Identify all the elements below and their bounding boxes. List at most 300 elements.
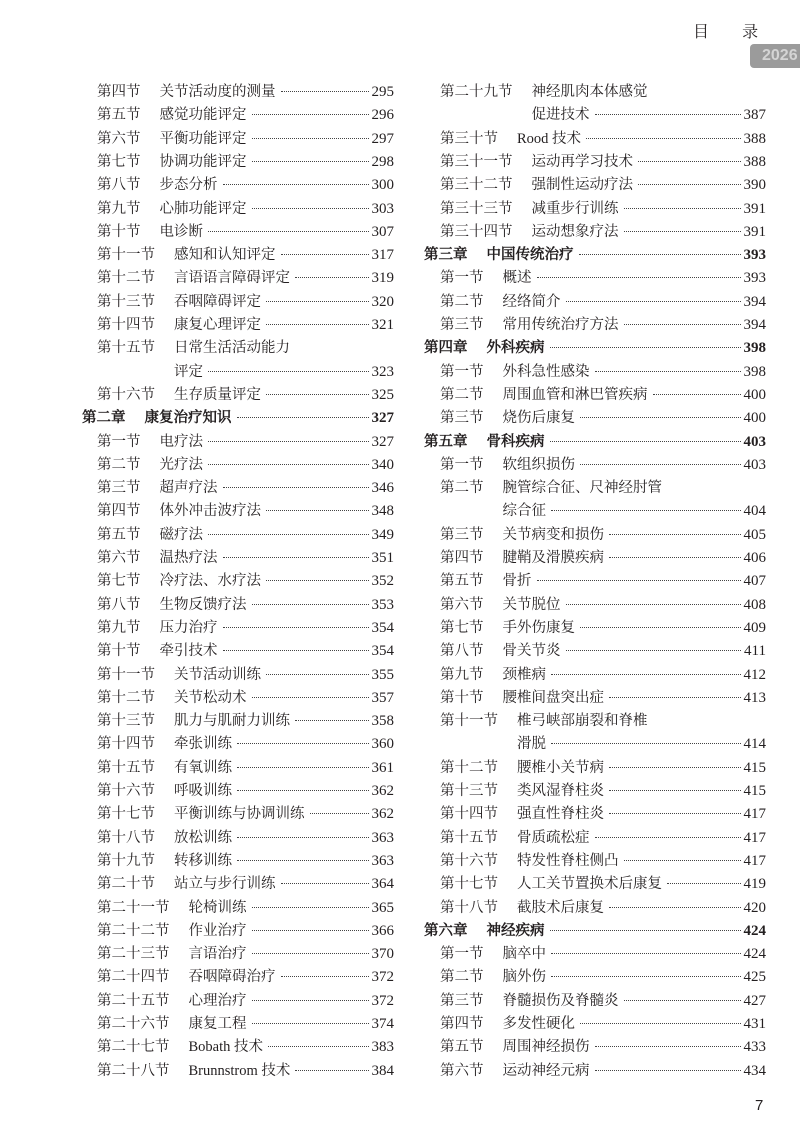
entry-label: 第三章 — [424, 247, 468, 264]
entry-page: 351 — [371, 550, 394, 566]
section-entry[interactable] — [97, 337, 394, 359]
entry-page: 425 — [743, 969, 766, 986]
section-entry[interactable] — [440, 267, 766, 289]
entry-label: 第六节 — [440, 1062, 484, 1079]
section-entry[interactable] — [97, 384, 394, 406]
entry-page: 348 — [371, 503, 394, 520]
entry-page: 405 — [743, 526, 766, 543]
dot-leader — [550, 441, 741, 442]
entry-label: 第四节 — [97, 503, 141, 520]
year-badge: 2026 — [750, 44, 800, 68]
dot-leader — [252, 930, 369, 931]
entry-label: 第五节 — [440, 1039, 484, 1056]
entry-label: 第二十七节 — [97, 1039, 170, 1056]
section-entry[interactable] — [97, 780, 394, 802]
dot-leader — [580, 627, 741, 628]
section-entry[interactable] — [97, 198, 394, 220]
entry-page: 353 — [371, 596, 394, 613]
section-entry[interactable] — [97, 897, 394, 919]
section-entry[interactable] — [97, 431, 394, 453]
dot-leader — [537, 277, 741, 278]
chapter-entry[interactable] — [424, 431, 766, 453]
section-entry[interactable] — [440, 174, 766, 196]
dot-leader — [580, 1023, 741, 1024]
entry-label: 第二节 — [440, 969, 484, 986]
entry-page: 383 — [371, 1039, 394, 1056]
entry-title: 腱鞘及滑膜疾病 — [502, 550, 604, 566]
entry-page: 320 — [371, 293, 394, 310]
entry-page: 407 — [743, 573, 766, 590]
dot-leader — [252, 953, 369, 954]
entry-label: 第十五节 — [97, 759, 155, 776]
section-entry[interactable] — [97, 594, 394, 616]
entry-page: 388 — [743, 130, 766, 147]
entry-label: 第九节 — [97, 200, 141, 217]
dot-leader — [237, 767, 369, 768]
entry-label: 第二章 — [82, 410, 126, 427]
header-title: 目 录 — [693, 22, 773, 41]
entry-title: 生存质量评定 — [174, 386, 261, 403]
entry-title: 神经肌肉本体感觉 — [531, 84, 648, 100]
entry-title: 运动想象疗法 — [531, 223, 619, 240]
section-entry[interactable] — [440, 104, 766, 126]
entry-title: 体外冲击波疗法 — [159, 503, 261, 520]
entry-label: 第十四节 — [97, 317, 155, 333]
entry-label: 第十二节 — [440, 759, 498, 776]
entry-label: 第二节 — [440, 293, 484, 310]
section-entry[interactable] — [440, 454, 766, 476]
dot-leader — [252, 604, 369, 605]
section-entry[interactable] — [97, 454, 394, 476]
entry-title: 脊髓损伤及脊髓炎 — [502, 992, 619, 1009]
section-entry[interactable] — [97, 524, 394, 546]
entry-page: 391 — [743, 223, 766, 240]
entry-page: 362 — [371, 806, 394, 823]
entry-page: 303 — [371, 200, 394, 217]
dot-leader — [268, 1046, 368, 1047]
entry-page: 414 — [743, 736, 766, 753]
entry-page: 352 — [371, 573, 394, 590]
entry-title: 多发性硬化 — [502, 1016, 575, 1032]
entry-title: 温热疗法 — [159, 550, 218, 566]
section-entry[interactable] — [97, 1060, 394, 1082]
section-entry[interactable] — [97, 151, 394, 173]
entry-title: 骨折 — [502, 573, 532, 590]
section-entry[interactable] — [440, 897, 766, 919]
section-entry[interactable] — [440, 733, 766, 755]
entry-title: 截肢术后康复 — [517, 899, 604, 916]
section-entry[interactable] — [97, 710, 394, 732]
section-entry[interactable] — [97, 314, 394, 336]
entry-page: 361 — [371, 759, 394, 776]
section-entry[interactable] — [97, 757, 394, 779]
entry-label: 第三十三节 — [440, 200, 513, 217]
entry-title: 冷疗法、水疗法 — [159, 573, 261, 590]
entry-page: 296 — [371, 107, 394, 124]
section-entry[interactable] — [440, 407, 766, 429]
section-entry[interactable] — [97, 640, 394, 662]
entry-title: 概述 — [502, 270, 532, 287]
section-entry[interactable] — [440, 500, 766, 522]
section-entry[interactable] — [440, 570, 766, 592]
entry-label: 第十三节 — [97, 713, 155, 730]
entry-page: 394 — [743, 317, 766, 333]
entry-label: 第十三节 — [97, 293, 155, 310]
dot-leader — [550, 347, 741, 348]
entry-label: 第二十二节 — [97, 922, 170, 939]
dot-leader — [266, 674, 369, 675]
entry-page: 327 — [371, 410, 394, 427]
entry-page: 354 — [371, 619, 394, 636]
entry-page: 349 — [371, 526, 394, 543]
section-entry[interactable] — [97, 664, 394, 686]
section-entry[interactable] — [440, 803, 766, 825]
entry-label: 第十四节 — [97, 736, 155, 753]
entry-page: 387 — [743, 107, 766, 124]
entry-label: 第四节 — [440, 1016, 484, 1032]
entry-label: 第九节 — [97, 619, 141, 636]
chapter-entry[interactable] — [82, 407, 394, 429]
dot-leader — [281, 976, 369, 977]
entry-label: 第十节 — [440, 689, 484, 706]
entry-label: 第五节 — [440, 573, 484, 590]
entry-label: 第十五节 — [97, 340, 155, 357]
dot-leader — [281, 91, 369, 92]
section-entry[interactable] — [97, 267, 394, 289]
dot-leader — [624, 1000, 741, 1001]
entry-title: 经络简介 — [502, 293, 561, 310]
entry-title: 常用传统治疗方法 — [502, 317, 619, 333]
entry-page: 406 — [743, 550, 766, 566]
entry-label: 第三十一节 — [440, 153, 513, 170]
dot-leader — [624, 860, 741, 861]
entry-title: 压力治疗 — [159, 619, 218, 636]
entry-label: 第三节 — [440, 410, 484, 427]
dot-leader — [609, 790, 741, 791]
entry-label: 第十八节 — [97, 829, 155, 846]
entry-title: 椎弓峡部崩裂和脊椎 — [517, 713, 648, 730]
entry-label: 第二十八节 — [97, 1062, 170, 1079]
section-entry[interactable] — [440, 361, 766, 383]
entry-label: 第五章 — [424, 433, 468, 450]
entry-title: 生物反馈疗法 — [159, 596, 247, 613]
entry-page: 317 — [371, 247, 394, 264]
entry-label: 第六节 — [97, 550, 141, 566]
dot-leader — [266, 301, 369, 302]
dot-leader — [252, 1000, 369, 1001]
entry-label: 第十三节 — [440, 783, 498, 799]
entry-title: 站立与步行训练 — [174, 876, 276, 893]
dot-leader — [580, 464, 741, 465]
entry-label: 第四章 — [424, 340, 468, 357]
section-entry[interactable] — [440, 81, 766, 103]
entry-page: 354 — [371, 643, 394, 660]
entry-title: 腰椎间盘突出症 — [502, 689, 604, 706]
dot-leader — [237, 860, 369, 861]
dot-leader — [595, 1070, 741, 1071]
section-entry[interactable] — [97, 873, 394, 895]
section-entry[interactable] — [97, 803, 394, 825]
entry-page: 415 — [743, 783, 766, 799]
entry-page: 417 — [743, 852, 766, 869]
section-entry[interactable] — [440, 128, 766, 150]
entry-label: 第一节 — [440, 270, 484, 287]
entry-label: 第一节 — [440, 456, 484, 473]
section-entry[interactable] — [440, 827, 766, 849]
dot-leader — [266, 580, 369, 581]
entry-label: 第二十五节 — [97, 992, 170, 1009]
section-entry[interactable] — [97, 221, 394, 243]
section-entry[interactable] — [97, 990, 394, 1012]
entry-title: 脑外伤 — [502, 969, 546, 986]
entry-page: 393 — [743, 247, 766, 264]
section-entry[interactable] — [440, 547, 766, 569]
dot-leader — [237, 743, 369, 744]
entry-title: 电诊断 — [159, 223, 203, 240]
entry-title: 关节活动训练 — [174, 666, 261, 683]
dot-leader — [667, 883, 741, 884]
entry-label: 第二节 — [440, 386, 484, 403]
dot-leader — [609, 907, 741, 908]
entry-title: 康复心理评定 — [174, 317, 261, 333]
entry-page: 364 — [371, 876, 394, 893]
entry-page: 417 — [743, 806, 766, 823]
entry-page: 360 — [371, 736, 394, 753]
entry-page: 300 — [371, 177, 394, 194]
entry-title: 呼吸训练 — [174, 783, 232, 799]
entry-label: 第十二节 — [97, 689, 155, 706]
section-entry[interactable] — [97, 687, 394, 709]
entry-title: 肌力与肌耐力训练 — [174, 713, 290, 730]
entry-page: 366 — [371, 922, 394, 939]
section-entry[interactable] — [440, 780, 766, 802]
section-entry[interactable] — [97, 850, 394, 872]
entry-title: Bobath 技术 — [188, 1039, 264, 1056]
entry-page: 431 — [743, 1016, 766, 1032]
section-entry[interactable] — [97, 477, 394, 499]
entry-title: 心理治疗 — [188, 992, 247, 1009]
dot-leader — [208, 464, 369, 465]
entry-title: 感觉功能评定 — [159, 107, 247, 124]
section-entry[interactable] — [97, 81, 394, 103]
entry-label: 第五节 — [97, 526, 141, 543]
entry-label: 第七节 — [97, 573, 141, 590]
dot-leader — [266, 510, 369, 511]
entry-page: 298 — [371, 153, 394, 170]
section-entry[interactable] — [97, 827, 394, 849]
dot-leader — [566, 604, 741, 605]
dot-leader — [223, 650, 369, 651]
dot-leader — [595, 114, 741, 115]
section-entry[interactable] — [440, 710, 766, 732]
entry-label: 第十五节 — [440, 829, 498, 846]
dot-leader — [252, 161, 369, 162]
section-entry[interactable] — [97, 1013, 394, 1035]
entry-title: 外科急性感染 — [502, 363, 590, 380]
section-entry[interactable] — [440, 873, 766, 895]
entry-title: 运动神经元病 — [502, 1062, 590, 1079]
entry-label: 第十七节 — [440, 876, 498, 893]
section-entry[interactable] — [440, 757, 766, 779]
entry-label: 第七节 — [440, 619, 484, 636]
entry-title: 周围神经损伤 — [502, 1039, 590, 1056]
entry-page: 384 — [371, 1062, 394, 1079]
entry-title: 烧伤后康复 — [502, 410, 575, 427]
entry-label: 第四节 — [97, 84, 141, 100]
entry-page: 400 — [743, 386, 766, 403]
entry-label: 第九节 — [440, 666, 484, 683]
dot-leader — [237, 790, 369, 791]
dot-leader — [208, 371, 369, 372]
section-entry[interactable] — [440, 384, 766, 406]
entry-label: 第三节 — [440, 526, 484, 543]
section-entry[interactable] — [440, 1013, 766, 1035]
dot-leader — [580, 417, 741, 418]
entry-title: 腕管综合征、尺神经肘管 — [502, 480, 662, 497]
entry-page: 327 — [371, 433, 394, 450]
section-entry[interactable] — [97, 617, 394, 639]
section-entry[interactable] — [440, 1036, 766, 1058]
section-entry[interactable] — [97, 244, 394, 266]
entry-page: 434 — [743, 1062, 766, 1079]
dot-leader — [281, 254, 369, 255]
entry-label: 第十九节 — [97, 852, 155, 869]
dot-leader — [624, 231, 741, 232]
entry-title: 牵张训练 — [174, 736, 232, 753]
entry-page: 391 — [743, 200, 766, 217]
section-entry[interactable] — [440, 850, 766, 872]
dot-leader — [595, 371, 741, 372]
entry-title: 关节脱位 — [502, 596, 561, 613]
entry-title: 放松训练 — [174, 829, 232, 846]
section-entry[interactable] — [440, 151, 766, 173]
section-entry[interactable] — [97, 128, 394, 150]
section-entry[interactable] — [97, 361, 394, 383]
entry-title: 强制性运动疗法 — [531, 177, 633, 194]
dot-leader — [252, 208, 369, 209]
section-entry[interactable] — [440, 664, 766, 686]
entry-title: 平衡训练与协调训练 — [174, 806, 305, 823]
entry-label: 第十节 — [97, 223, 141, 240]
entry-title: 关节活动度的测量 — [159, 84, 276, 100]
entry-title: 人工关节置换术后康复 — [517, 876, 662, 893]
section-entry[interactable] — [97, 500, 394, 522]
entry-title: 有氧训练 — [174, 759, 232, 776]
dot-leader — [624, 208, 741, 209]
entry-title: 康复治疗知识 — [144, 410, 232, 427]
entry-page: 325 — [371, 386, 394, 403]
section-entry[interactable] — [440, 1060, 766, 1082]
entry-page: 372 — [371, 992, 394, 1009]
dot-leader — [223, 557, 369, 558]
entry-label: 第三十节 — [440, 130, 498, 147]
entry-title: 感知和认知评定 — [174, 247, 276, 264]
section-entry[interactable] — [440, 594, 766, 616]
dot-leader — [252, 1023, 369, 1024]
entry-page: 346 — [371, 480, 394, 497]
entry-page: 357 — [371, 689, 394, 706]
dot-leader — [295, 720, 369, 721]
section-entry[interactable] — [97, 570, 394, 592]
entry-label: 第十六节 — [97, 386, 155, 403]
section-entry[interactable] — [97, 104, 394, 126]
entry-title: 外科疾病 — [486, 340, 545, 357]
entry-title: 综合征 — [502, 503, 546, 520]
entry-title: 减重步行训练 — [531, 200, 619, 217]
entry-title: 类风湿脊柱炎 — [517, 783, 604, 799]
dot-leader — [595, 837, 741, 838]
dot-leader — [595, 1046, 741, 1047]
dot-leader — [551, 743, 741, 744]
entry-title: 神经疾病 — [486, 922, 545, 939]
chapter-entry[interactable] — [424, 337, 766, 359]
entry-title: 牵引技术 — [159, 643, 218, 660]
entry-page: 409 — [743, 619, 766, 636]
entry-title: 协调功能评定 — [159, 153, 247, 170]
section-entry[interactable] — [440, 198, 766, 220]
section-entry[interactable] — [97, 1036, 394, 1058]
section-entry[interactable] — [440, 990, 766, 1012]
entry-page: 400 — [743, 410, 766, 427]
section-entry[interactable] — [97, 547, 394, 569]
chapter-entry[interactable] — [424, 920, 766, 942]
entry-page: 419 — [743, 876, 766, 893]
section-entry[interactable] — [440, 291, 766, 313]
entry-page: 295 — [371, 84, 394, 100]
section-entry[interactable] — [440, 687, 766, 709]
entry-label: 第三节 — [440, 992, 484, 1009]
section-entry[interactable] — [440, 524, 766, 546]
chapter-entry[interactable] — [424, 244, 766, 266]
section-entry[interactable] — [97, 966, 394, 988]
entry-page: 372 — [371, 969, 394, 986]
section-entry[interactable] — [97, 733, 394, 755]
section-entry[interactable] — [97, 943, 394, 965]
entry-page: 393 — [743, 270, 766, 287]
section-entry[interactable] — [440, 221, 766, 243]
section-entry[interactable] — [97, 920, 394, 942]
section-entry[interactable] — [440, 640, 766, 662]
entry-label: 第一节 — [440, 946, 484, 963]
entry-page: 323 — [371, 363, 394, 380]
entry-label: 第十七节 — [97, 806, 155, 823]
dot-leader — [550, 930, 741, 931]
section-entry[interactable] — [440, 314, 766, 336]
section-entry[interactable] — [440, 943, 766, 965]
entry-page: 403 — [743, 433, 766, 450]
section-entry[interactable] — [440, 617, 766, 639]
section-entry[interactable] — [440, 966, 766, 988]
entry-page: 424 — [743, 946, 766, 963]
entry-page: 388 — [743, 153, 766, 170]
entry-title: 骨关节炎 — [502, 643, 561, 660]
section-entry[interactable] — [440, 477, 766, 499]
entry-label: 第三节 — [440, 317, 484, 333]
entry-page: 398 — [743, 363, 766, 380]
entry-page: 321 — [371, 317, 394, 333]
entry-label: 第二十节 — [97, 876, 155, 893]
entry-label: 第二十三节 — [97, 946, 170, 963]
entry-title: 作业治疗 — [188, 922, 247, 939]
entry-label: 第一节 — [440, 363, 484, 380]
section-entry[interactable] — [97, 174, 394, 196]
entry-label: 第一节 — [97, 433, 141, 450]
dot-leader — [579, 254, 741, 255]
entry-label: 第二十一节 — [97, 899, 170, 916]
entry-label: 第二十六节 — [97, 1016, 170, 1032]
entry-title: 吞咽障碍评定 — [174, 293, 261, 310]
section-entry[interactable] — [97, 291, 394, 313]
